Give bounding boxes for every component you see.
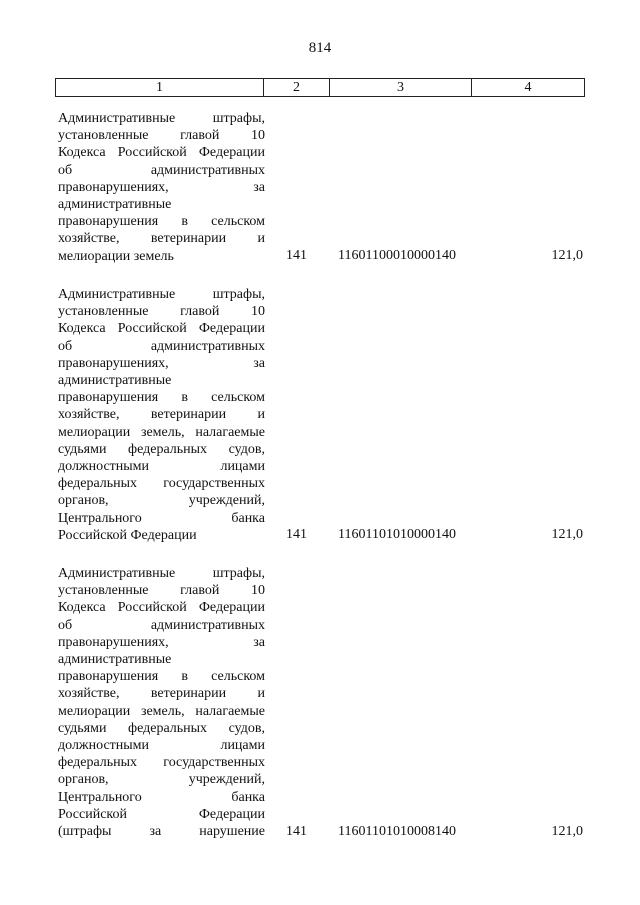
description-line: (штрафы за нарушение: [58, 824, 265, 840]
column-header-row: [56, 79, 585, 97]
description-line: Кодекса Российской Федерации: [58, 600, 265, 616]
description-line: федеральных государственных: [58, 755, 265, 771]
description-line: правонарушения в сельском: [58, 669, 265, 685]
description-line: Российской Федерации: [58, 806, 265, 822]
description-line: должностными лицами: [58, 459, 265, 475]
row-code-admin: 141: [286, 824, 307, 839]
description-line: Административные штрафы,: [58, 287, 265, 302]
table-row: [55, 110, 584, 270]
description-line: Российской Федерации: [58, 527, 197, 543]
description-line: Кодекса Российской Федерации: [58, 321, 265, 337]
description-line: административные: [58, 197, 172, 213]
description-line: федеральных государственных: [58, 476, 265, 492]
row-description: [58, 110, 265, 265]
description-line: Центрального банка: [58, 789, 265, 805]
description-line: об административных: [58, 162, 265, 178]
description-line: Административные штрафы,: [58, 566, 265, 581]
description-line: хозяйстве, ветеринарии и: [58, 231, 265, 247]
description-line: хозяйстве, ветеринарии и: [58, 407, 265, 423]
description-line: органов, учреждений,: [58, 493, 265, 509]
description-line: мелиорации земель, налагаемые: [58, 703, 265, 719]
description-line: об административных: [58, 338, 265, 354]
description-line: установленные главой 10: [58, 128, 265, 144]
description-line: административные: [58, 373, 172, 389]
description-line: Центрального банка: [58, 510, 265, 526]
description-line: правонарушениях, за: [58, 634, 265, 650]
row-code-admin: 141: [286, 527, 307, 542]
description-line: об административных: [58, 617, 265, 633]
description-line: правонарушениях, за: [58, 355, 265, 371]
column-header-table: [55, 78, 585, 97]
row-description: [58, 286, 265, 544]
row-description: [58, 565, 265, 840]
column-header-3: 3: [330, 79, 472, 97]
description-line: установленные главой 10: [58, 304, 265, 320]
row-code-admin: 141: [286, 248, 307, 263]
description-line: Кодекса Российской Федерации: [58, 145, 265, 161]
description-line: установленные главой 10: [58, 583, 265, 599]
description-line: мелиорации земель: [58, 248, 174, 264]
column-header-4: 4: [472, 79, 585, 97]
page-number: 814: [308, 40, 332, 56]
column-header-1: 1: [56, 79, 264, 97]
column-header-2: 2: [264, 79, 330, 97]
description-line: хозяйстве, ветеринарии и: [58, 686, 265, 702]
description-line: правонарушения в сельском: [58, 390, 265, 406]
row-amount: 121,0: [551, 824, 583, 839]
description-line: должностными лицами: [58, 738, 265, 754]
table-row: [55, 286, 584, 548]
description-line: правонарушениях, за: [58, 179, 265, 195]
row-amount: 121,0: [551, 527, 583, 542]
description-line: правонарушения в сельском: [58, 214, 265, 230]
row-code-kbk: 11601101010000140: [338, 527, 456, 542]
description-line: мелиорации земель, налагаемые: [58, 424, 265, 440]
description-line: административные: [58, 652, 172, 668]
row-amount: 121,0: [551, 248, 583, 263]
description-line: органов, учреждений,: [58, 772, 265, 788]
description-line: судьями федеральных судов,: [58, 720, 265, 736]
row-code-kbk: 11601101010008140: [338, 824, 456, 839]
table-row: [55, 565, 584, 845]
description-line: судьями федеральных судов,: [58, 441, 265, 457]
description-line: Административные штрафы,: [58, 111, 265, 126]
row-code-kbk: 11601100010000140: [338, 248, 456, 263]
